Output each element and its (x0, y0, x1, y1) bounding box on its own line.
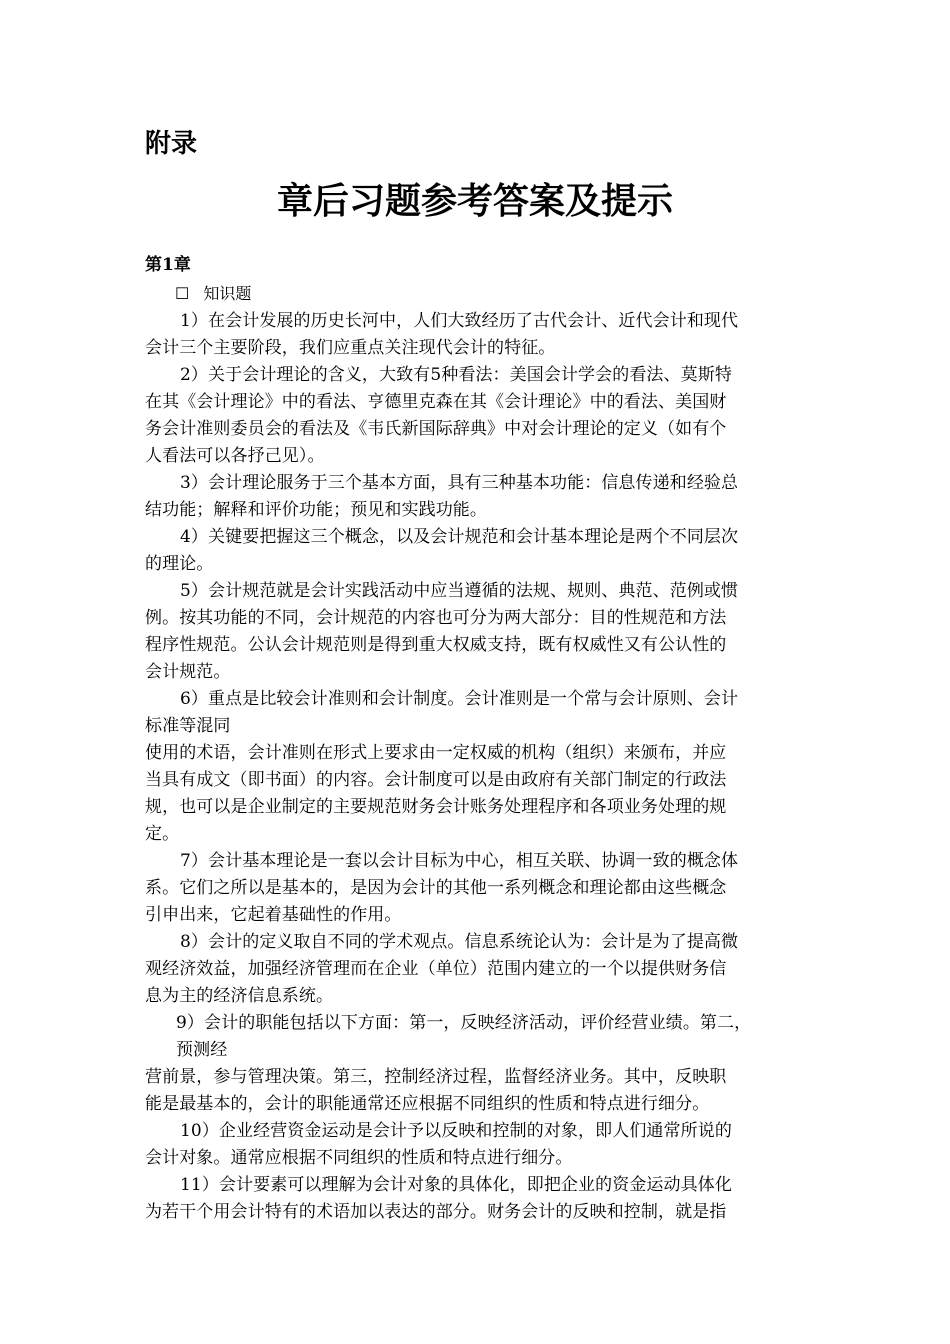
text-line: 例。按其功能的不同，会计规范的内容也可分为两大部分：目的性规范和方法 (145, 608, 727, 628)
text-line: 观经济效益，加强经济管理而在企业（单位）范围内建立的一个以提供财务信 (145, 959, 727, 979)
text-line: 8）会计的定义取自不同的学术观点。信息系统论认为：会计是为了提高微 (180, 932, 739, 952)
text-line: 系。它们之所以是基本的，是因为会计的其他一系列概念和理论都由这些概念 (145, 878, 727, 898)
text-line: 4）关键要把握这三个概念，以及会计规范和会计基本理论是两个不同层次 (180, 527, 739, 547)
page-title: 章后习题参考答案及提示 (276, 181, 673, 222)
text-line: 10）企业经营资金运动是会计予以反映和控制的对象，即人们通常所说的 (180, 1121, 732, 1141)
text-line: 1）在会计发展的历史长河中，人们大致经历了古代会计、近代会计和现代 (180, 311, 739, 331)
text-line: 当具有成文（即书面）的内容。会计制度可以是由政府有关部门制定的行政法 (145, 770, 727, 790)
text-line: 能是最基本的，会计的职能通常还应根据不同组织的性质和特点进行细分。 (145, 1094, 710, 1114)
text-line: 会计对象。通常应根据不同组织的性质和特点进行细分。 (145, 1148, 573, 1168)
text-line: 营前景，参与管理决策。第三，控制经济过程，监督经济业务。其中，反映职 (145, 1067, 727, 1087)
text-line: 会计三个主要阶段，我们应重点关注现代会计的特征。 (145, 338, 556, 358)
chapter-heading: 第1章 (145, 255, 191, 275)
text-line: 会计规范。 (145, 662, 231, 682)
text-line: 为若干个用会计特有的术语加以表达的部分。财务会计的反映和控制，就是指 (145, 1202, 727, 1222)
text-line: 预测经 (176, 1040, 228, 1060)
text-line: 人看法可以各抒己见）。 (145, 446, 325, 466)
text-line: 务会计准则委员会的看法及《韦氏新国际辞典》中对会计理论的定义（如有个 (145, 419, 727, 439)
text-line: 2）关于会计理论的含义，大致有5种看法：美国会计学会的看法、莫斯特 (180, 365, 732, 385)
section-heading (175, 281, 251, 307)
text-line: 标准等混同 (145, 716, 231, 736)
checkbox-icon: ☐ (175, 284, 190, 303)
text-line: 5）会计规范就是会计实践活动中应当遵循的法规、规则、典范、范例或惯 (180, 581, 739, 601)
text-line: 9）会计的职能包括以下方面：第一，反映经济活动，评价经营业绩。第二， (176, 1013, 752, 1033)
section-label: 知识题 (203, 284, 252, 303)
text-line: 引申出来，它起着基础性的作用。 (145, 905, 402, 925)
text-line: 规，也可以是企业制定的主要规范财务会计账务处理程序和各项业务处理的规 (145, 797, 727, 817)
text-line: 使用的术语，会计准则在形式上要求由一定权威的机构（组织）来颁布，并应 (145, 743, 727, 763)
text-line: 7）会计基本理论是一套以会计目标为中心，相互关联、协调一致的概念体 (180, 851, 739, 871)
text-line: 程序性规范。公认会计规范则是得到重大权威支持，既有权威性又有公认性的 (145, 635, 727, 655)
text-line: 11）会计要素可以理解为会计对象的具体化，即把企业的资金运动具体化 (180, 1175, 732, 1195)
text-line: 结功能；解释和评价功能；预见和实践功能。 (145, 500, 487, 520)
text-line: 息为主的经济信息系统。 (145, 986, 334, 1006)
text-line: 3）会计理论服务于三个基本方面，具有三种基本功能：信息传递和经验总 (180, 473, 739, 493)
text-line: 的理论。 (145, 554, 214, 574)
text-line: 定。 (145, 824, 180, 844)
appendix-label: 附录 (145, 129, 198, 159)
text-line: 6）重点是比较会计准则和会计制度。会计准则是一个常与会计原则、会计 (180, 689, 739, 709)
text-line: 在其《会计理论》中的看法、亨德里克森在其《会计理论》中的看法、美国财 (145, 392, 727, 412)
